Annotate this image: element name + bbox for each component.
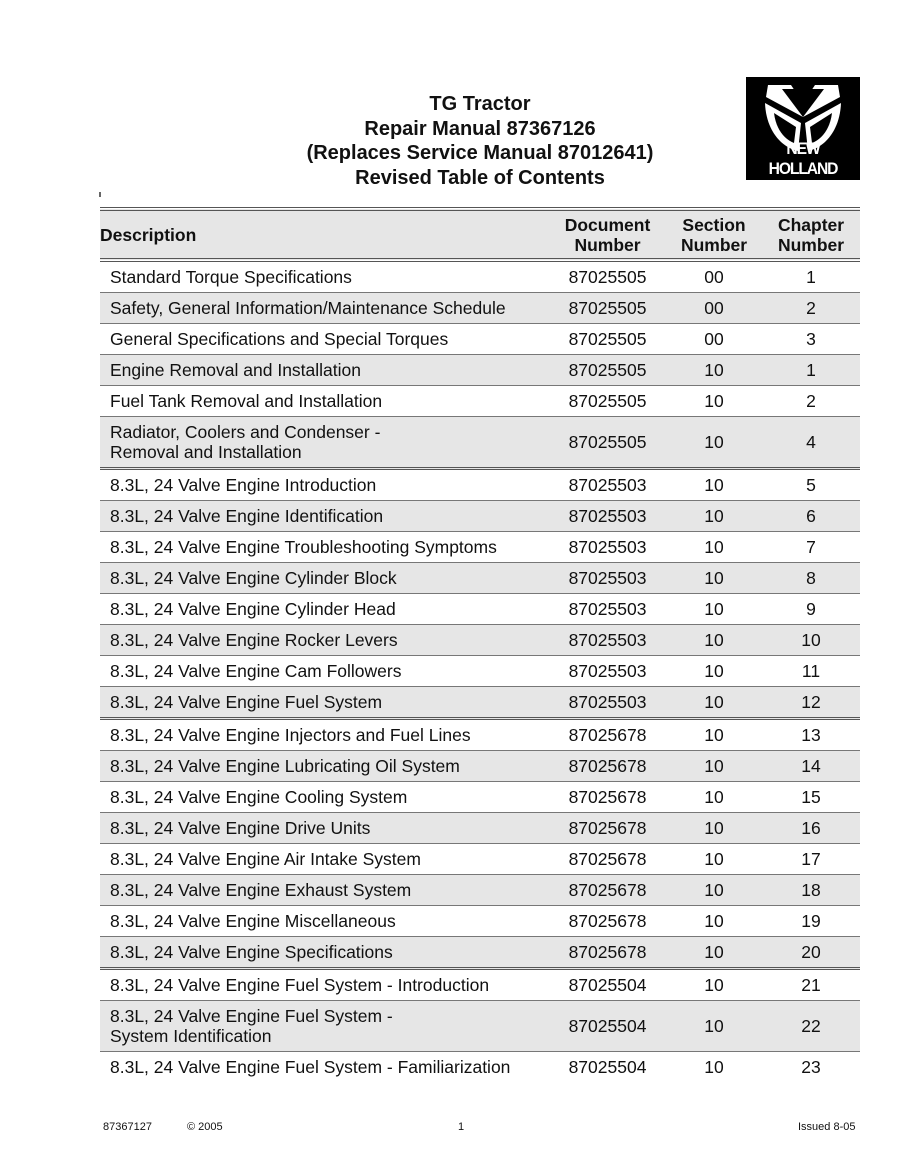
row-chapter-number: 2 <box>762 293 860 324</box>
row-description <box>100 844 549 875</box>
row-description <box>100 355 549 386</box>
description-line: 8.3L, 24 Valve Engine Cylinder Head <box>110 599 396 619</box>
table-row <box>100 386 860 417</box>
row-document-number: 87025678 <box>549 937 666 969</box>
row-document-number: 87025678 <box>549 844 666 875</box>
table-row <box>100 563 860 594</box>
row-description <box>100 687 549 719</box>
row-document-number: 87025678 <box>549 813 666 844</box>
row-document-number: 87025503 <box>549 501 666 532</box>
header-section-number <box>666 209 762 260</box>
row-chapter-number: 13 <box>762 719 860 751</box>
row-chapter-number: 14 <box>762 751 860 782</box>
row-chapter-number: 4 <box>762 417 860 469</box>
page-mark <box>99 192 101 197</box>
row-description <box>100 594 549 625</box>
row-document-number: 87025504 <box>568 1057 647 1077</box>
row-chapter-number: 20 <box>762 937 860 969</box>
row-document-number: 87025678 <box>549 906 666 937</box>
description-line: 8.3L, 24 Valve Engine Fuel System - Familiarization <box>110 1057 511 1077</box>
table-row <box>100 324 860 355</box>
row-document-number: 87025504 <box>549 1001 666 1052</box>
header-description: Description <box>100 209 549 260</box>
row-chapter-number: 19 <box>762 906 860 937</box>
table-row <box>100 532 860 563</box>
row-description <box>100 751 549 782</box>
description-line: 8.3L, 24 Valve Engine Exhaust System <box>110 880 412 900</box>
row-description <box>100 293 549 324</box>
header-line: Number <box>777 234 845 255</box>
row-description <box>100 563 549 594</box>
row-document-number: 87025503 <box>549 469 666 501</box>
description-line: Radiator, Coolers and Condenser - <box>110 422 381 442</box>
table-row <box>100 501 860 532</box>
description-line: 8.3L, 24 Valve Engine Miscellaneous <box>110 911 396 931</box>
row-chapter-number: 3 <box>762 324 860 355</box>
table-row <box>100 813 860 844</box>
row-document-number: 87025505 <box>549 260 666 293</box>
row-document-number: 87025503 <box>549 594 666 625</box>
footer-doc-number: 87367127 <box>103 1121 152 1133</box>
footer-copyright: © 2005 <box>187 1121 223 1133</box>
header-chapter-number <box>762 209 860 260</box>
row-section-number: 10 <box>666 906 762 937</box>
description-line: 8.3L, 24 Valve Engine Fuel System <box>110 692 383 712</box>
description-line: Removal and Installation <box>110 442 302 462</box>
title-line: Repair Manual 87367126 <box>364 117 596 140</box>
row-chapter-number: 17 <box>762 844 860 875</box>
table-row <box>100 782 860 813</box>
row-document-number: 87025503 <box>549 656 666 687</box>
row-section-number: 00 <box>666 324 762 355</box>
header-line: Chapter <box>777 214 845 235</box>
header-line: Number <box>680 234 748 255</box>
row-section-number: 10 <box>666 563 762 594</box>
row-section-number: 00 <box>666 260 762 293</box>
description-line: 8.3L, 24 Valve Engine Drive Units <box>110 818 371 838</box>
table-body <box>100 260 860 1082</box>
row-document-number: 87025504 <box>549 969 666 1001</box>
row-chapter-number: 23 <box>801 1057 821 1077</box>
row-description <box>100 656 549 687</box>
description-line: 8.3L, 24 Valve Engine Identification <box>110 506 384 526</box>
header-line: Document <box>564 214 651 235</box>
row-section-number: 10 <box>666 719 762 751</box>
table-row <box>100 844 860 875</box>
table-row <box>100 355 860 386</box>
row-chapter-number: 9 <box>762 594 860 625</box>
row-chapter-number: 22 <box>762 1001 860 1052</box>
row-section-number: 10 <box>666 656 762 687</box>
row-description <box>100 386 549 417</box>
description-line: General Specifications and Special Torques <box>110 329 449 349</box>
row-description <box>100 417 549 469</box>
row-chapter-number: 7 <box>762 532 860 563</box>
row-description <box>100 1052 549 1083</box>
description-line: 8.3L, 24 Valve Engine Cylinder Block <box>110 568 397 588</box>
row-section-number: 10 <box>666 501 762 532</box>
row-description <box>100 324 549 355</box>
row-description <box>100 937 549 969</box>
row-section-number: 10 <box>666 813 762 844</box>
row-chapter-number: 1 <box>762 260 860 293</box>
row-section-number: 10 <box>666 594 762 625</box>
row-section-number: 10 <box>666 625 762 656</box>
row-section-number: 10 <box>666 751 762 782</box>
row-document-number: 87025503 <box>549 687 666 719</box>
table-row <box>100 293 860 324</box>
table-row <box>100 751 860 782</box>
table-row <box>100 1052 860 1083</box>
description-line: Fuel Tank Removal and Installation <box>110 391 383 411</box>
row-chapter-number: 5 <box>762 469 860 501</box>
row-section-number: 10 <box>666 875 762 906</box>
row-chapter-number: 1 <box>762 355 860 386</box>
row-section-number: 10 <box>666 386 762 417</box>
row-description <box>100 875 549 906</box>
table-row <box>100 469 860 501</box>
title-line: (Replaces Service Manual 87012641) <box>306 142 654 164</box>
description-line: 8.3L, 24 Valve Engine Cooling System <box>110 787 408 807</box>
description-line: System Identification <box>110 1026 272 1046</box>
table-of-contents <box>100 207 860 1082</box>
description-line: 8.3L, 24 Valve Engine Troubleshooting Symptoms <box>110 537 497 557</box>
row-description <box>100 969 549 1001</box>
footer-page-number: 1 <box>458 1121 465 1133</box>
row-section-number: 10 <box>666 782 762 813</box>
row-chapter-number: 11 <box>762 656 860 687</box>
table-row <box>100 719 860 751</box>
row-section-number: 00 <box>666 293 762 324</box>
description-line: 8.3L, 24 Valve Engine Cam Followers <box>110 661 402 681</box>
row-section-number: 10 <box>666 1001 762 1052</box>
row-document-number: 87025678 <box>549 782 666 813</box>
table-row <box>100 937 860 969</box>
row-document-number: 87025503 <box>549 563 666 594</box>
row-document-number: 87025678 <box>549 719 666 751</box>
table-row <box>100 1001 860 1052</box>
table-row <box>100 875 860 906</box>
description-line: Standard Torque Specifications <box>110 267 352 287</box>
description-line: 8.3L, 24 Valve Engine Rocker Levers <box>110 630 398 650</box>
header-line: Section <box>682 214 746 235</box>
table-row <box>100 687 860 719</box>
table-row <box>100 969 860 1001</box>
row-section-number: 10 <box>666 532 762 563</box>
description-line: 8.3L, 24 Valve Engine Air Intake System <box>110 849 421 869</box>
description-line: 8.3L, 24 Valve Engine Introduction <box>110 475 377 495</box>
footer-issued: Issued 8-05 <box>798 1121 856 1133</box>
document-title <box>230 92 730 190</box>
row-section-number: 10 <box>704 1057 724 1077</box>
row-description <box>100 260 549 293</box>
row-description <box>100 1001 549 1052</box>
header-line: Number <box>574 234 641 255</box>
row-section-number: 10 <box>666 355 762 386</box>
title-line: TG Tractor <box>429 93 531 115</box>
title-line: Revised Table of Contents <box>355 166 605 189</box>
table-row <box>100 625 860 656</box>
header-document-number <box>549 209 666 260</box>
row-document-number: 87025678 <box>549 875 666 906</box>
row-section-number: 10 <box>666 844 762 875</box>
row-section-number: 10 <box>666 687 762 719</box>
row-document-number: 87025505 <box>549 293 666 324</box>
row-chapter-number: 18 <box>762 875 860 906</box>
row-description <box>100 625 549 656</box>
table-header-row <box>100 209 860 260</box>
row-document-number: 87025503 <box>549 532 666 563</box>
table-row <box>100 417 860 469</box>
row-description <box>100 501 549 532</box>
row-chapter-number: 10 <box>762 625 860 656</box>
new-holland-logo <box>746 77 860 180</box>
row-description <box>100 813 549 844</box>
description-line: 8.3L, 24 Valve Engine Lubricating Oil System <box>110 756 460 776</box>
row-document-number: 87025503 <box>549 625 666 656</box>
row-chapter-number: 15 <box>762 782 860 813</box>
row-chapter-number: 6 <box>762 501 860 532</box>
description-line: 8.3L, 24 Valve Engine Injectors and Fuel Lines <box>110 725 471 745</box>
row-chapter-number: 16 <box>762 813 860 844</box>
row-section-number: 10 <box>666 469 762 501</box>
row-document-number: 87025505 <box>549 355 666 386</box>
row-description <box>100 469 549 501</box>
row-description <box>100 719 549 751</box>
row-document-number: 87025678 <box>549 751 666 782</box>
table-row <box>100 594 860 625</box>
row-chapter-number: 2 <box>762 386 860 417</box>
table-row <box>100 656 860 687</box>
row-description <box>100 906 549 937</box>
row-section-number: 10 <box>666 969 762 1001</box>
logo-wordmark: NEW HOLLAND <box>768 139 838 178</box>
row-description <box>100 782 549 813</box>
description-line: 8.3L, 24 Valve Engine Fuel System - Introduction <box>110 975 490 995</box>
row-document-number: 87025505 <box>549 417 666 469</box>
row-chapter-number: 12 <box>762 687 860 719</box>
row-description <box>100 532 549 563</box>
description-line: Safety, General Information/Maintenance Schedule <box>110 298 506 318</box>
row-chapter-number: 8 <box>762 563 860 594</box>
description-line: 8.3L, 24 Valve Engine Fuel System - <box>110 1006 393 1026</box>
row-document-number: 87025505 <box>549 324 666 355</box>
row-chapter-number: 21 <box>762 969 860 1001</box>
row-document-number: 87025505 <box>549 386 666 417</box>
description-line: 8.3L, 24 Valve Engine Specifications <box>110 942 393 962</box>
table-row <box>100 906 860 937</box>
row-section-number: 10 <box>666 417 762 469</box>
description-line: Engine Removal and Installation <box>110 360 361 380</box>
row-section-number: 10 <box>666 937 762 969</box>
table-row <box>100 260 860 293</box>
